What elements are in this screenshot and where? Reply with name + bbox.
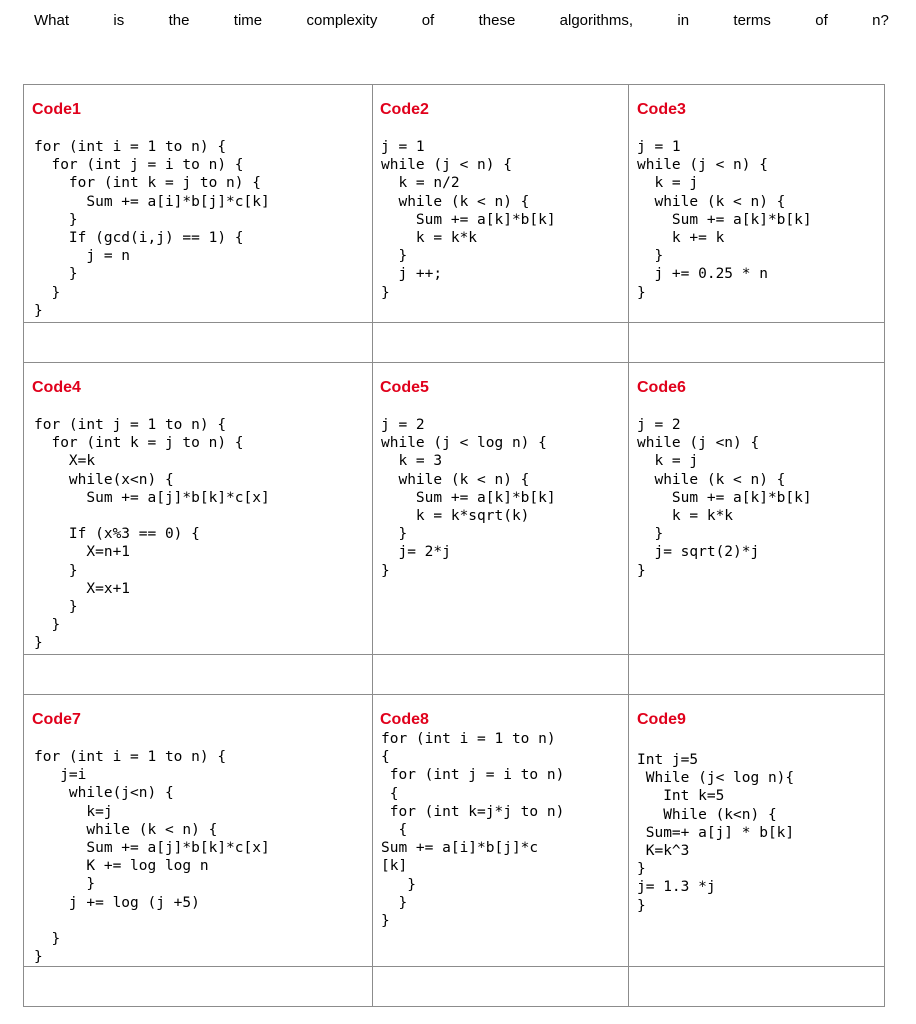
code-line: k = j [637,453,699,470]
code-title: Code5 [380,379,429,396]
code-line: j = 1 [381,139,425,155]
code-line: While (k<n) { [637,806,777,823]
code-line: } [381,894,408,911]
code-line: } [637,284,646,301]
code-snippet [34,138,270,320]
code-line: Sum=+ a[j] * b[k] [637,824,795,841]
code-line: Int j=5 [637,752,699,768]
code-title: Code2 [380,101,429,118]
code-line: { [381,785,399,802]
code-line: } [637,248,664,265]
code-line: Sum += a[k]*b[k] [381,211,556,228]
code-line: for (int j = i to n) { [34,157,244,174]
code-line: j = 2 [637,417,681,433]
code-line: for (int i = 1 to n) { [34,749,227,765]
code-line: j= 1.3 *j [637,879,716,896]
question-word: What [34,12,70,29]
code-line: for (int j = i to n) [381,767,565,784]
code-line: k += k [637,230,725,247]
code-line: j = 1 [637,139,681,155]
answer-row-3 [24,967,885,1007]
code-line: j = 2 [381,417,425,433]
code-line: for (int i = 1 to n) { [34,139,227,155]
question-word: algorithms, [559,12,634,29]
code-line: } [34,635,43,652]
code-line: Sum += a[i]*b[j]*c [381,840,539,857]
code-line: } [381,284,390,301]
code-line: } [34,302,43,319]
code-line: } [381,913,390,930]
code-line: { [381,822,408,839]
code-line: Sum += a[i]*b[j]*c[k] [34,193,270,210]
question-word: time [233,12,263,29]
code-line: } [381,876,416,893]
code-line: X=k [34,453,96,470]
code-line: K=k^3 [637,843,690,860]
code-line: } [34,211,78,228]
question-word: terms [733,12,771,29]
code-snippet [34,416,270,653]
code-title: Code6 [637,379,686,396]
code-line: j= sqrt(2)*j [637,544,760,561]
code-line: } [637,562,646,579]
code-line: [k] [381,858,408,875]
code-title: Code4 [32,379,81,396]
code-row-3 [24,695,885,967]
code-snippet [34,748,270,966]
code-line: j= 2*j [381,544,451,561]
code-line: } [34,599,78,616]
code-line: k = j [637,175,699,192]
code-row-1 [24,85,885,323]
code-line: while (j < n) { [381,157,512,174]
code-line: X=x+1 [34,580,131,597]
code-line: while (j <n) { [637,435,760,452]
code-line: X=n+1 [34,544,131,561]
answer-cell[interactable] [24,655,373,695]
code-line: while (k < n) { [637,193,786,210]
code-cell-7 [24,695,373,967]
code-line: } [637,861,646,878]
code-line: while (k < n) { [381,193,530,210]
code-line: k = k*sqrt(k) [381,508,530,525]
code-table [23,84,885,1007]
code-title: Code9 [637,711,686,728]
code-cell-2 [373,85,629,323]
code-line: while (j < n) { [637,157,768,174]
code-cell-4 [24,363,373,655]
code-line: } [34,876,96,893]
question-text [34,12,889,29]
code-line: while (k < n) { [381,471,530,488]
code-line: } [637,526,664,543]
answer-cell[interactable] [24,967,373,1007]
answer-row-1 [24,323,885,363]
code-line: for (int j = 1 to n) { [34,417,227,433]
code-line: for (int i = 1 to n) [381,731,556,747]
question-word: these [478,12,516,29]
code-cell-8 [373,695,629,967]
code-line: Sum += a[j]*b[k]*c[x] [34,840,270,857]
code-line: If (gcd(i,j) == 1) { [34,230,244,247]
code-line: j = n [34,248,131,265]
code-line: while(j<n) { [34,785,174,802]
question-word: complexity [306,12,378,29]
code-line: } [637,897,646,914]
answer-cell[interactable] [373,967,629,1007]
code-line: Int k=5 [637,788,725,805]
code-line: While (j< log n){ [637,770,795,787]
answer-cell[interactable] [629,967,885,1007]
code-row-2 [24,363,885,655]
code-snippet [381,730,564,930]
code-line: Sum += a[k]*b[k] [637,211,812,228]
code-line: Sum += a[k]*b[k] [381,489,556,506]
code-line: Sum += a[k]*b[k] [637,489,812,506]
code-line: If (x%3 == 0) { [34,526,200,543]
code-cell-1 [24,85,373,323]
code-snippet [637,751,794,915]
code-line: { [381,749,390,766]
question-word: in [677,12,690,29]
code-title: Code7 [32,711,81,728]
code-cell-9 [629,695,885,967]
code-line: for (int k = j to n) { [34,435,244,452]
code-line: k = k*k [637,508,734,525]
code-snippet [637,416,812,580]
code-line: while (k < n) { [637,471,786,488]
answer-cell[interactable] [629,323,885,363]
code-title: Code8 [380,711,429,728]
answer-row-2 [24,655,885,695]
code-line: K += log log n [34,858,209,875]
code-line: for (int k = j to n) { [34,175,261,192]
code-line: for (int k=j*j to n) [381,803,565,820]
code-line: j += 0.25 * n [637,266,768,283]
answer-cell[interactable] [629,655,885,695]
code-line: k = 3 [381,453,443,470]
code-line: j ++; [381,266,443,283]
question-word: is [113,12,125,29]
code-line: while(x<n) { [34,471,174,488]
code-line: } [381,248,408,265]
code-line: } [381,526,408,543]
answer-cell[interactable] [373,323,629,363]
code-line: Sum += a[j]*b[k]*c[x] [34,489,270,506]
code-line: } [381,562,390,579]
code-cell-3 [629,85,885,323]
code-snippet [637,138,812,302]
code-line: while (k < n) { [34,821,218,838]
question-word: n? [872,12,889,29]
question-word: of [421,12,435,29]
code-line: k = k*k [381,230,478,247]
question-word: of [815,12,828,29]
code-snippet [381,416,556,580]
code-line: } [34,617,61,634]
code-line: } [34,562,78,579]
code-line: k=j [34,803,113,820]
question-word: the [168,12,190,29]
code-line: } [34,266,78,283]
code-line: k = n/2 [381,175,460,192]
code-line: } [34,284,61,301]
code-snippet [381,138,556,302]
code-title: Code1 [32,101,81,118]
code-cell-5 [373,363,629,655]
code-line: } [34,949,43,966]
code-line: j += log (j +5) [34,894,200,911]
answer-cell[interactable] [373,655,629,695]
code-title: Code3 [637,101,686,118]
code-cell-6 [629,363,885,655]
answer-cell[interactable] [24,323,373,363]
code-line: } [34,931,61,948]
code-line: j=i [34,767,87,784]
code-line: while (j < log n) { [381,435,547,452]
